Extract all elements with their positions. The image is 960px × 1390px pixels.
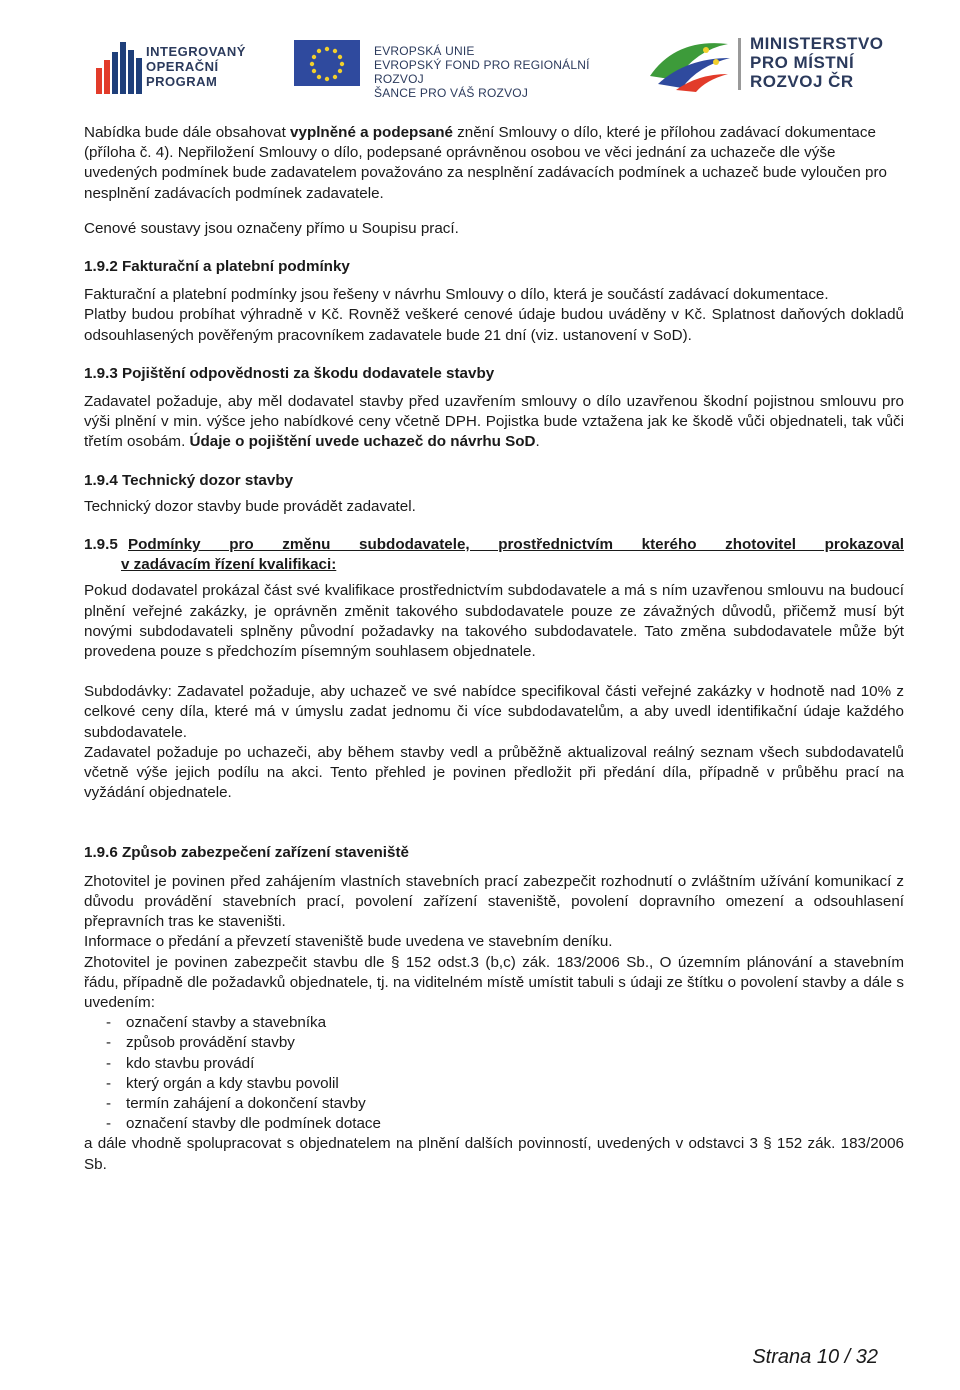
mmr-line: PRO MÍSTNÍ (750, 53, 855, 72)
mmr-separator (738, 38, 741, 90)
text-span: . (535, 433, 540, 451)
paragraph: Zhotovitel je povinen před zahájením vlastních stavebních prací zabezpečit rozhodnutí o zvláštním užívání komunikací z důvodu provádění stavebních prací, povolení zařízení staveniště, povolení dopravního omezení a odsouhlasení přepravních tras ke staveništi. (84, 872, 904, 931)
text-span: Nabídka bude dále obsahovat (84, 124, 291, 141)
text-span: znění Smlouvy o dílo, které je přílohou zadávací dokumentace (příloha č. 4). Nepřiložení Smlouvy o dílo, podepsané oprávněnou osobou ve věci jednání za uchazeče dle výše uvedených podmínek bude zadavatelem považováno za nesplnění zadávacích podmínek a uchazeč bude vyloučen pro nesplnění zadávacích podmínek zadavatele. (84, 124, 887, 202)
section-heading-1-9-3: 1.9.3 Pojištění odpovědnosti za škodu dodavatele stavby (84, 364, 495, 382)
eu-line: EVROPSKÁ UNIE (374, 44, 475, 58)
bold-text: vyplněné a podepsané (290, 124, 453, 141)
list-item-text: termín zahájení a dokončení stavby (126, 1094, 366, 1112)
paragraph: Pokud dodavatel prokázal část své kvalifikace prostřednictvím subdodavatele a má s ním uzavřenou smlouvu na budoucí plnění veřejné zakázky, je oprávněn změnit takového subdodavatele pouze ze závažných důvodů, přičemž musí být novými subdodavateli splněny původní požadavky na takového subdodavatele. Tato změna subdodavatele může být provedena pouze s předchozím písemným souhlasem objednatele. (84, 582, 904, 661)
section-heading-1-9-2: 1.9.2 Fakturační a platební podmínky (84, 258, 350, 276)
eu-line: EVROPSKÝ FOND PRO REGIONÁLNÍ ROZVOJ (374, 58, 590, 86)
iop-logo-text (146, 44, 246, 89)
paragraph: Informace o předání a převzetí staveniště bude uvedena ve stavebním deníku. (84, 933, 613, 951)
paragraph (84, 392, 904, 453)
eu-logo-text (374, 44, 629, 100)
mmr-logo (646, 34, 906, 98)
iop-line: OPERAČNÍ (146, 59, 219, 74)
section-heading-1-9-4: 1.9.4 Technický dozor stavby (84, 471, 294, 489)
eu-line: ŠANCE PRO VÁŠ ROZVOJ (374, 86, 529, 100)
paragraph: Fakturační a platební podmínky jsou řešeny v návrhu Smlouvy o dílo, která je součástí zadávací dokumentace. (84, 286, 829, 304)
list-item-text: označení stavby a stavebníka (126, 1014, 327, 1032)
list-item-text: způsob provádění stavby (126, 1034, 295, 1052)
iop-logo (96, 34, 246, 94)
list-item (84, 1033, 904, 1053)
list-item (84, 1074, 904, 1094)
list-item (84, 1114, 904, 1134)
mmr-logo-text (750, 34, 884, 91)
intro-paragraph (84, 123, 904, 204)
iop-logo-bar (128, 50, 134, 94)
heading-text: v zadávacím řízení kvalifikaci: (121, 556, 337, 574)
price-systems-note: Cenové soustavy jsou označeny přímo u Soupisu prací. (84, 219, 459, 237)
eu-flag-icon (294, 40, 360, 86)
paragraph: Zadavatel požaduje po uchazeči, aby během stavby vedl a průběžně aktualizoval reálný seznam všech subdodavatelů včetně výše jejich podílu na akci. Tento přehled je povinen předložit při předání díla, případně v průběhu prací na vyžádání objednatele. (84, 743, 904, 802)
paragraph: Zhotovitel je povinen zabezpečit stavbu dle § 152 odst.3 (b,c) zák. 183/2006 Sb., O územním plánování a stavebním řádu, případně dle požadavků objednatele, tj. na viditelném místě umístit tabuli s údaji ze štítku o povolení stavby a dále s uvedením: (84, 953, 904, 1011)
list-item-text: který orgán a kdy stavbu povolil (126, 1074, 339, 1092)
heading-text: Podmínky pro změnu subdodavatele, prostřednictvím kterého zhotovitel prokazoval (128, 536, 904, 554)
page-number: Strana 10 / 32 (752, 1346, 878, 1368)
requirements-list (84, 1013, 904, 1134)
list-item-text: kdo stavbu provádí (126, 1054, 255, 1072)
eu-logo (294, 40, 629, 100)
iop-logo-bar (112, 52, 118, 94)
iop-logo-bar (136, 58, 142, 94)
list-item (84, 1094, 904, 1114)
document-body (84, 123, 904, 1175)
mmr-line: MINISTERSTVO (750, 34, 884, 53)
iop-logo-bar (96, 68, 102, 94)
list-item-text: označení stavby dle podmínek dotace (126, 1115, 381, 1133)
iop-line: PROGRAM (146, 74, 218, 89)
paragraph: Subdodávky: Zadavatel požaduje, aby uchazeč ve své nabídce specifikoval části veřejné zakázky v hodnotě nad 10% z celkové ceny díla, které má v úmyslu zadat jednomu či více subdodavatelům, a aby uvedl identifikační údaje každého subdodavatele. (84, 683, 904, 741)
section-heading-1-9-6: 1.9.6 Způsob zabezpečení zařízení staveniště (84, 844, 409, 862)
iop-logo-bar (104, 60, 110, 94)
list-item (84, 1054, 904, 1074)
text-span: Zadavatel požaduje, aby měl dodavatel stavby před uzavřením smlouvy o dílo uzavřenou škodní pojistnou smlouvu pro výši plnění v min. výšce jeho nabídkové ceny včetně DPH. Pojistka bude vztažena jak ke škodě vůči objednateli, tak vůči třetím osobám. (84, 393, 904, 451)
iop-logo-bar (120, 42, 126, 94)
paragraph: Technický dozor stavby bude provádět zadavatel. (84, 497, 416, 515)
header-logos (0, 28, 960, 100)
paragraph: Platby budou probíhat výhradně v Kč. Rovněž veškeré cenové údaje budou uváděny v Kč. Splatnost daňových dokladů odsouhlasených pověřeným pracovníkem zadavatele bude 21 dní (viz. ustanovení v SoD). (84, 306, 904, 344)
section-heading-1-9-5 (84, 535, 904, 575)
mmr-emblem-icon (646, 36, 732, 94)
iop-line: INTEGROVANÝ (146, 44, 246, 59)
list-item (84, 1013, 904, 1033)
heading-number: 1.9.5 (84, 536, 118, 554)
mmr-line: ROZVOJ ČR (750, 72, 854, 91)
bold-text: Údaje o pojištění uvede uchazeč do návrhu SoD (189, 433, 536, 451)
paragraph: a dále vhodně spolupracovat s objednatelem na plnění dalších povinností, uvedených v odstavci 3 § 152 zák. 183/2006 Sb. (84, 1135, 904, 1173)
